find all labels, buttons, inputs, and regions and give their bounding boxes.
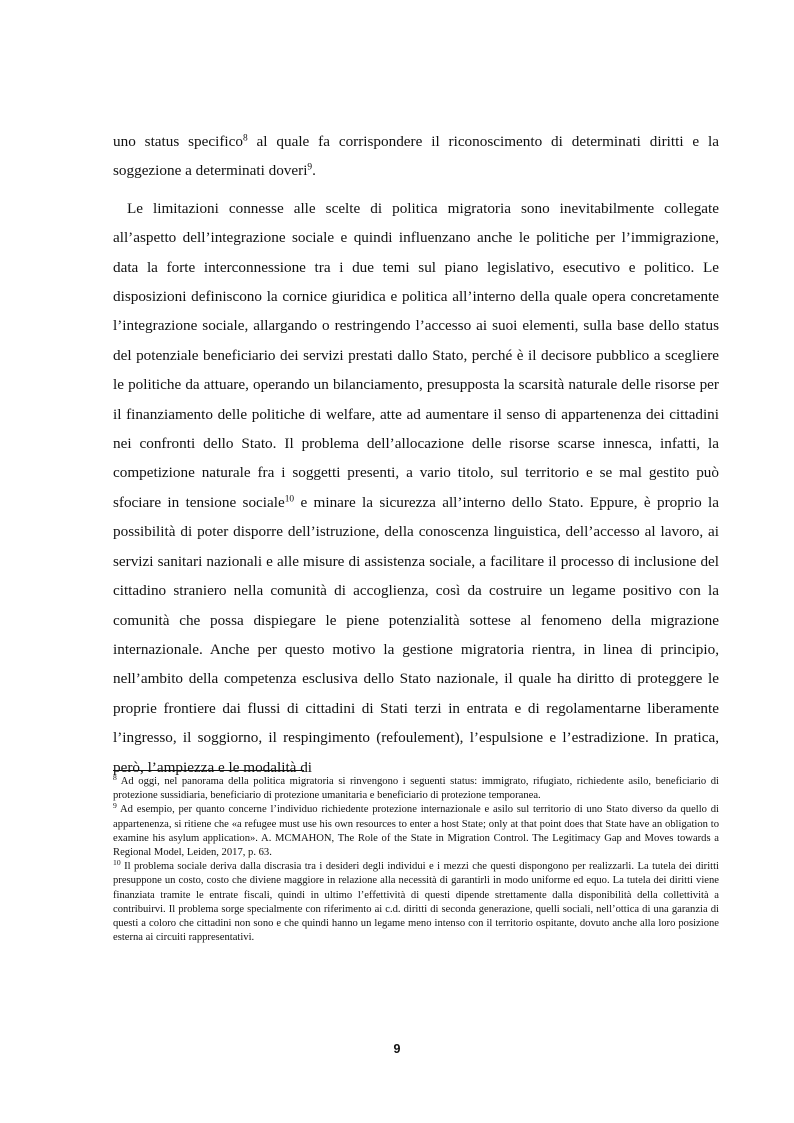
footnote bbox=[113, 803, 719, 860]
footnote bbox=[113, 775, 719, 803]
footnote-ref[interactable]: 9 bbox=[307, 162, 313, 173]
paragraph bbox=[113, 194, 719, 782]
footnote bbox=[113, 860, 719, 945]
main-text bbox=[113, 127, 719, 782]
footnote-number: 10 bbox=[113, 858, 121, 868]
footnote-separator bbox=[113, 770, 304, 771]
text-span: e minare la sicurezza all’interno dello Stato. Eppure, è proprio la possibilità di poter disporre dell’istruzione, della conoscenza linguistica, dell’accesso al lavoro, ai servizi sanitari nazionali e alle misure di assistenza sociale, a facilitare il processo di inclusione del cittadino straniero nella comunità di accoglienza, così da costruire un legame positivo con la comunità che possa dispiegare le piene potenzialità sottese al fenomeno della migrazione internazionale. Anche per questo motivo la gestione migratoria rientra, in linea di principio, nell’ambito della competenza esclusiva dello Stato nazionale, il quale ha diritto di proteggere le proprie frontiere dai flussi di cittadini di Stati terzi in entrata e di regolamentarne liberamente l’ingresso, il soggiorno, il respingimento (refoulement), l’espulsione e l’estradizione. In pratica, però, l’ampiezza e le modalità di bbox=[113, 493, 719, 776]
footnote-number: 8 bbox=[113, 773, 117, 783]
paragraph bbox=[113, 127, 719, 186]
text-span: . bbox=[312, 162, 316, 180]
footnotes bbox=[113, 775, 719, 945]
footnote-ref[interactable]: 8 bbox=[242, 133, 248, 144]
text-span: Le limitazioni connesse alle scelte di politica migratoria sono inevitabilmente collegate all’aspetto dell’integrazione sociale e quindi influenzano anche le politiche per l’immigrazione, data la forte interconnessione tra i due temi sul piano legislativo, esecutivo e politico. Le disposizioni definiscono la cornice giuridica e politica all’interno della quale opera concretamente l’integrazione sociale, allargando o restringendo l’accesso ai suoi elementi, sulla base dello status del potenziale beneficiario dei servizi prestati dallo Stato, perché è il decisore pubblico a scegliere le politiche da attuare, operando un bilanciamento, presupposta la scarsità naturale delle risorse per il finanziamento delle politiche di welfare, atte ad aumentare il senso di appartenenza dei cittadini nei confronti dello Stato. Il problema dell’allocazione delle risorse scarse innesca, infatti, la competizione naturale fra i soggetti presenti, a vario titolo, sul territorio e se mal gestito può sfociare in tensione sociale bbox=[113, 199, 719, 511]
footnote-ref[interactable]: 10 bbox=[284, 494, 295, 505]
footnote-text: Il problema sociale deriva dalla discrasia tra i desideri degli individui e i mezzi che questi dispongono per realizzarli. La tutela dei diritti presuppone un costo, costo che diviene maggiore in relazione alla necessità di garantirli in modo uniforme ed equo. La tutela dei diritti viene finanziata tramite le entrate fiscali, quindi in ultimo l’effettività di questi dipende strettamente dalla disponibilità della collettività a contribuirvi. Il problema sorge specialmente con riferimento ai c.d. diritti di seconda generazione, quelli sociali, nell’ottica di una garanzia di questi a coloro che cittadini non sono e che quindi hanno un legame meno intenso con il territorio ospitante, dovuto anche alla loro posizione esterna ai circuiti rappresentativi. bbox=[113, 861, 719, 944]
text-span: al quale fa corrispondere il riconoscimento di determinati diritti e la soggezione a determinati doveri bbox=[113, 133, 719, 180]
footnote-number: 9 bbox=[113, 801, 117, 811]
text-span: uno status specifico bbox=[113, 133, 243, 150]
page-number: 9 bbox=[393, 1042, 401, 1056]
footnote-text: Ad esempio, per quanto concerne l’individuo richiedente protezione internazionale e asilo sul territorio di uno Stato diverso da quello di appartenenza, si ritiene che «a refugee must use his own resources to enter a host State; only at that point does that State have an obligation to examine his asylum application». A. MCMAHON, The Role of the State in Migration Control. The Legitimacy Gap and Moves towards a Regional Model, Leiden, 2017, p. 63. bbox=[113, 804, 719, 859]
footnote-text: Ad oggi, nel panorama della politica migratoria si rinvengono i seguenti status: immigrato, rifugiato, richiedente asilo, beneficiario di protezione sussidiaria, beneficiario di protezione umanitaria e beneficiario di protezione temporanea. bbox=[113, 776, 719, 802]
